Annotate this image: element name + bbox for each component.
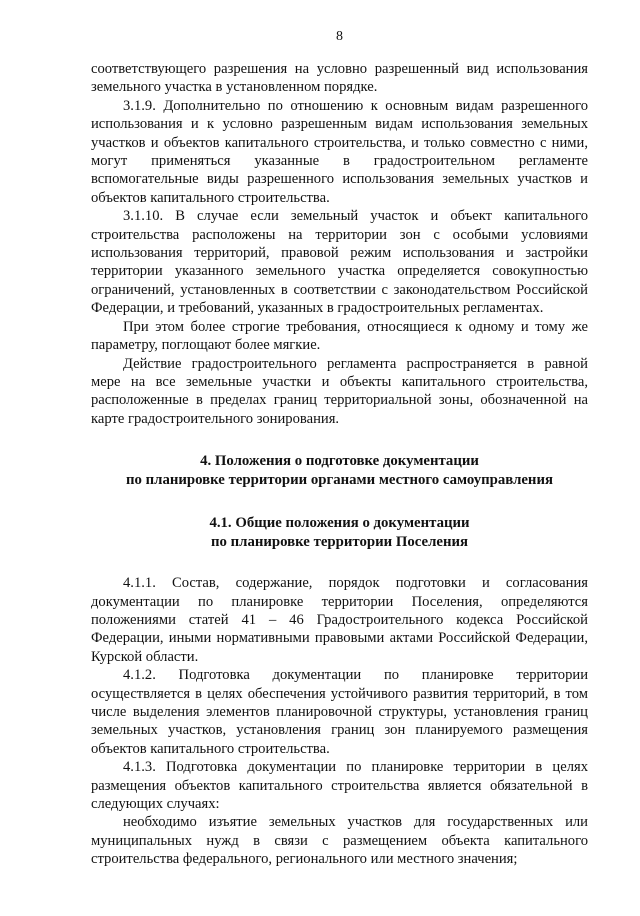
paragraph-4-1-2: 4.1.2. Подготовка документации по планировке территории осуществляется в целях обеспечения устойчивого развития территорий, в том числе выделения элементов планировочной структуры, установления границ земельных участков, установления границ зон планируемого размещения объектов капитального строительства. <box>91 667 588 757</box>
page-number: 8 <box>336 29 343 44</box>
paragraph-case-land-seizure: необходимо изъятие земельных участков для государственных или муниципальных нужд в связи с размещением объекта капитального строительства федерального, регионального или местного значения; <box>91 814 588 868</box>
paragraph-4-1-1: 4.1.1. Состав, содержание, порядок подготовки и согласования документации по планировке территории Поселения, определяются положениями статей 41 – 46 Градостроительного кодекса Российской Федерации, иными нормативными правовыми актами Российской Федерации, Курской области. <box>91 575 588 665</box>
paragraph-3-1-9: 3.1.9. Дополнительно по отношению к основным видам разрешенного использования и к условно разрешенным видам использования земельных участков и объектов капитального строительства, и только совместно с ними, могут применяться указанные в градостроительном регламенте вспомогательные виды разрешенного использования земельных участков и объектов капитального строительства. <box>91 97 588 206</box>
subsection-heading <box>91 514 588 552</box>
paragraph-3-1-10: 3.1.10. В случае если земельный участок и объект капитального строительства расположены на территории зон с особыми условиями использования территорий, правовой режим использования и застройки территории указанного земельного участка определяется совокупностью ограничений, установленных в соответствии с законодательством Российской Федерации, и требований, указанных в градостроительных регламентах. <box>91 208 588 317</box>
section-heading-line-2: по планировке территории органами местного самоуправления <box>126 472 553 489</box>
subsection-heading-line-1: 4.1. Общие положения о документации <box>209 515 470 532</box>
paragraph-4-1-3: 4.1.3. Подготовка документации по планировке территории в целях размещения объектов капитального строительства является обязательной в следующих случаях: <box>91 759 588 812</box>
section-heading-line-1: 4. Положения о подготовке документации <box>200 453 479 470</box>
subsection-heading-line-2: по планировке территории Поселения <box>211 534 468 551</box>
paragraph-regulation-scope: Действие градостроительного регламента распространяется в равной мере на все земельные участки и объекты капитального строительства, расположенные в пределах границ территориальной зоны, обозначенной на карте градостроительного зонирования. <box>91 355 588 427</box>
paragraph-continuation: соответствующего разрешения на условно разрешенный вид использования земельного участка в установленном порядке. <box>91 61 588 96</box>
section-heading <box>91 452 588 490</box>
document-page <box>91 28 588 869</box>
paragraph-stricter-requirements: При этом более строгие требования, относящиеся к одному и тому же параметру, поглощают более мягкие. <box>91 318 588 354</box>
